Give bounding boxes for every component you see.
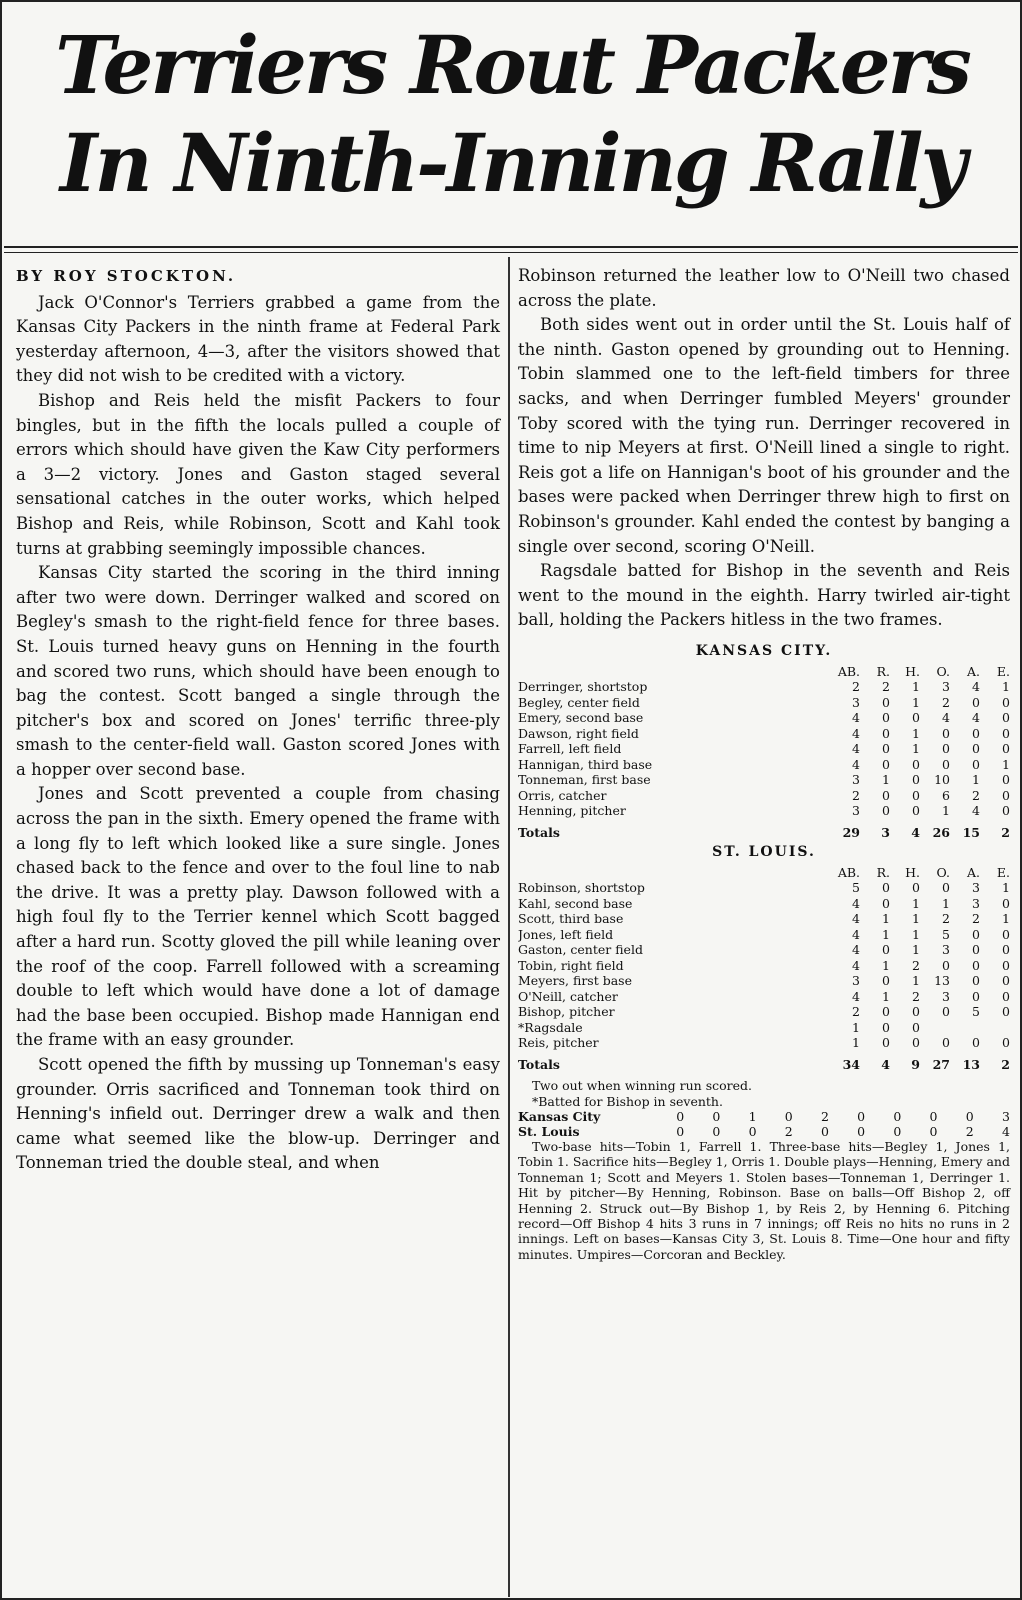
inning-cell: 2	[965, 1123, 974, 1139]
stat-cell: 1	[912, 973, 920, 989]
stat-cell: 0	[882, 880, 890, 896]
stat-cell: 0	[972, 973, 980, 989]
stat-cell: 3	[972, 880, 980, 896]
stat-cell: 1	[912, 725, 920, 741]
stat-cell	[980, 1020, 1010, 1036]
stat-cell: 1	[912, 926, 920, 942]
stat-cell: 1	[912, 694, 920, 710]
stat-cell: 5	[972, 1004, 980, 1020]
stat-cell: 2	[972, 911, 980, 927]
stat-cell: 3	[942, 679, 950, 694]
header-cell: H.	[905, 864, 920, 880]
player-name: Meyers, first base	[518, 973, 632, 989]
table-row	[518, 695, 1010, 711]
stat-cell: 2	[912, 988, 920, 1004]
table-row	[518, 896, 1010, 912]
header-cell: O.	[936, 663, 950, 679]
stat-cell: 0	[972, 741, 980, 756]
stat-cell: 0	[882, 1019, 890, 1035]
stat-cell: 0	[972, 957, 980, 973]
line-score	[518, 1109, 1010, 1139]
stat-cell: 0	[1002, 926, 1010, 942]
right-column	[518, 264, 1010, 1262]
stat-cell: 4	[972, 803, 980, 818]
header-cell: AB.	[837, 663, 860, 679]
stat-cell: 2	[912, 957, 920, 973]
header-cell: E.	[996, 663, 1010, 679]
stat-cell: 0	[1002, 973, 1010, 989]
paragraph: Both sides went out in order until the St. Louis half of the ninth. Gaston opened by grounding out to Henning. Tobin slammed one to the left-field timbers for three sacks, and when Derringer fumbled Meyers' grounder Toby scored with the tying run. Derringer recovered in time to nip Meyers at first. O'Neill lined a single to right. Reis got a life on Hannigan's boot of his grounder and the bases were packed when Derringer threw high to first on Robinson's grounder. Kahl ended the contest by banging a single over second, scoring O'Neill.	[518, 315, 1010, 556]
stat-cell	[920, 1020, 950, 1036]
stat-cell: 26	[932, 824, 950, 840]
box-score-st-louis	[518, 865, 1010, 1073]
stat-cell: 0	[1002, 694, 1010, 710]
stat-cell: 0	[1002, 957, 1010, 973]
player-name: Gaston, center field	[518, 942, 643, 958]
stat-cell: 0	[882, 803, 890, 818]
stat-cell: 4	[942, 710, 950, 725]
box-score-notes	[518, 1078, 1010, 1262]
player-name: Dawson, right field	[518, 725, 639, 741]
header-cell: A.	[966, 864, 980, 880]
stat-cell: 0	[1002, 895, 1010, 911]
stat-cell: 2	[942, 911, 950, 927]
table-row	[518, 710, 1010, 726]
inning-cell: 0	[712, 1123, 721, 1139]
stat-cell: 0	[912, 710, 920, 725]
stat-cell: 2	[972, 787, 980, 803]
player-name: O'Neill, catcher	[518, 988, 618, 1004]
stat-cell: 2	[1001, 1056, 1010, 1072]
header-cell: R.	[876, 864, 890, 880]
stat-cell: 4	[852, 741, 860, 756]
stat-cell: 0	[972, 756, 980, 772]
left-column	[16, 264, 500, 1176]
player-name: Emery, second base	[518, 710, 644, 725]
table-row	[518, 741, 1010, 757]
game-summary: Two-base hits—Tobin 1, Farrell 1. Three-base hits—Begley 1, Jones 1, Tobin 1. Sacrifice hits—Begley 1, Orris 1. Double plays—Henning, Emery and Tonneman 1; Scott and Meyers 1. Stolen bases—Tonneman 1, Derringer 1. Hit by pitcher—By Henning, Robinson. Base on balls—Off Bishop 2, off Henning 2. Struck out—By Bishop 1, by Reis 2, by Henning 6. Pitching record—Off Bishop 4 hits 3 runs in 7 innings; off Reis no hits no runs in 2 innings. Left on bases—Kansas City 3, St. Louis 8. Time—One hour and fifty minutes. Umpires—Corcoran and Beckley.	[518, 1138, 1010, 1262]
stat-cell: 4	[852, 756, 860, 772]
stat-cell: 3	[942, 988, 950, 1004]
player-name: Kahl, second base	[518, 895, 633, 911]
totals-label: Totals	[518, 1056, 560, 1072]
inning-cell: 0	[893, 1108, 902, 1124]
stat-cell: 0	[882, 1004, 890, 1020]
inning-cell: 0	[676, 1123, 685, 1139]
stat-cell: 15	[962, 824, 980, 840]
stat-cell: 0	[972, 942, 980, 958]
stat-cell: 0	[912, 1035, 920, 1051]
stat-cell: 1	[912, 911, 920, 927]
stat-cell: 3	[852, 973, 860, 989]
stat-cell: 1	[882, 988, 890, 1004]
header-cell	[518, 865, 830, 881]
stat-cell: 1	[972, 772, 980, 787]
header-cell: A.	[966, 663, 980, 679]
stat-cell: 1	[882, 772, 890, 787]
inning-cell: 0	[820, 1123, 829, 1139]
table-row	[518, 772, 1010, 788]
inning-cell: 0	[784, 1108, 793, 1124]
stat-cell: 4	[852, 957, 860, 973]
stat-cell: 0	[882, 725, 890, 741]
table-row	[518, 958, 1010, 974]
stat-cell: 3	[881, 824, 890, 840]
stat-cell: 3	[852, 694, 860, 710]
stat-cell: 5	[852, 880, 860, 896]
stat-cell: 4	[852, 725, 860, 741]
stat-cell: 0	[942, 756, 950, 772]
stat-cell: 0	[882, 710, 890, 725]
stat-cell: 1	[912, 741, 920, 756]
stat-cell: 4	[852, 988, 860, 1004]
paragraph: Bishop and Reis held the misfit Packers to four bingles, but in the fifth the locals pulled a couple of errors which should have given the Kaw City performers a 3—2 victory. Jones and Gaston staged several sensational catches in the outer works, which helped Bishop and Reis, while Robinson, Scott and Kahl took turns at grabbing seemingly impossible chances.	[16, 390, 500, 558]
stat-cell: 34	[842, 1056, 860, 1072]
stat-cell: 0	[942, 741, 950, 756]
stat-cell: 0	[912, 803, 920, 818]
inning-cell: 1	[748, 1108, 757, 1124]
header-cell: E.	[996, 864, 1010, 880]
stat-cell: 0	[882, 694, 890, 710]
stat-cell: 0	[1002, 942, 1010, 958]
headline	[12, 16, 1012, 212]
player-name: Bishop, pitcher	[518, 1004, 615, 1020]
player-name: Reis, pitcher	[518, 1035, 599, 1051]
stat-cell: 0	[882, 973, 890, 989]
stat-cell: 0	[972, 1035, 980, 1051]
headline-rule-bottom	[4, 252, 1018, 253]
stat-cell: 1	[942, 895, 950, 911]
stat-cell: 0	[882, 895, 890, 911]
header-cell: AB.	[837, 864, 860, 880]
stat-cell: 2	[942, 694, 950, 710]
player-name: Tobin, right field	[518, 957, 624, 973]
player-name: *Ragsdale	[518, 1019, 583, 1035]
paragraph: Kansas City started the scoring in the third inning after two were down. Derringer walked and scored on Begley's smash to the right-field fence for three bases. St. Louis turned heavy guns on Henning in the fourth and scored two runs, which should have been enough to bag the contest. Scott banged a single through the pitcher's box and scored on Jones' terrific three-ply smash to the center-field wall. Gaston scored Jones with a hopper over second base.	[16, 563, 500, 779]
paragraph: Ragsdale batted for Bishop in the seventh and Reis went to the mound in the eighth. Harry twirled air-tight ball, holding the Packers hitless in the two frames.	[518, 561, 1010, 630]
stat-cell: 2	[852, 787, 860, 803]
box-score-title-kc: KANSAS CITY.	[695, 642, 833, 659]
stat-cell: 0	[1002, 1035, 1010, 1051]
stat-cell: 0	[912, 1004, 920, 1020]
table-row	[518, 927, 1010, 943]
stat-cell: 0	[1002, 725, 1010, 741]
stat-cell: 1	[1002, 911, 1010, 927]
stat-cell: 3	[942, 942, 950, 958]
stat-cell: 0	[1002, 741, 1010, 756]
player-name: Hannigan, third base	[518, 756, 653, 772]
table-header-row	[518, 664, 1010, 680]
stat-cell: 29	[842, 824, 860, 840]
stat-cell: 0	[972, 988, 980, 1004]
header-cell: H.	[905, 663, 920, 679]
stat-cell: 4	[852, 710, 860, 725]
paragraph: Jones and Scott prevented a couple from chasing across the pan in the sixth. Emery opened the frame with a long fly to left which looked like a sure single. Jones chased back to the fence and over to the foul line to nab the drive. It was a pretty play. Dawson followed with a high foul fly to the Terrier kennel which Scott bagged after a hard run. Scotty gloved the pill while leaning over the roof of the coop. Farrell followed with a screaming double to left which would have done a lot of damage had the base been occupied. Bishop made Hannigan end the frame with an easy grounder.	[16, 784, 500, 1050]
table-row	[518, 788, 1010, 804]
header-cell: R.	[876, 663, 890, 679]
player-name: Tonneman, first base	[518, 772, 651, 787]
inning-cell: 0	[929, 1123, 938, 1139]
stat-cell: 9	[911, 1056, 920, 1072]
stat-cell: 0	[1002, 1004, 1010, 1020]
player-name: Farrell, left field	[518, 741, 622, 756]
stat-cell: 1	[912, 679, 920, 694]
stat-cell: 0	[912, 1019, 920, 1035]
stat-cell: 0	[942, 1035, 950, 1051]
table-row	[518, 880, 1010, 896]
table-row	[518, 973, 1010, 989]
stat-cell: 1	[912, 942, 920, 958]
stat-cell: 3	[852, 803, 860, 818]
stat-cell: 0	[942, 957, 950, 973]
stat-cell: 13	[962, 1056, 980, 1072]
stat-cell: 3	[852, 772, 860, 787]
stat-cell: 1	[912, 895, 920, 911]
stat-cell: 4	[852, 942, 860, 958]
stat-cell: 10	[934, 772, 950, 787]
header-cell: O.	[936, 864, 950, 880]
stat-cell: 4	[881, 1056, 890, 1072]
stat-cell: 0	[942, 725, 950, 741]
stat-cell: 5	[942, 926, 950, 942]
paragraph-continued: Robinson returned the leather low to O'Neill two chased across the plate.	[518, 266, 1010, 310]
stat-cell: 0	[942, 1004, 950, 1020]
table-row	[518, 679, 1010, 695]
player-name: Jones, left field	[518, 926, 614, 942]
stat-cell: 0	[912, 772, 920, 787]
paragraph: Scott opened the fifth by mussing up Tonneman's easy grounder. Orris sacrificed and Tonneman took third on Henning's infield out. Derringer drew a walk and then came what seemed like the blow-up. Derringer and Tonneman tried the double steal, and when	[16, 1055, 500, 1173]
player-name: Henning, pitcher	[518, 803, 626, 818]
inning-cell: 2	[784, 1123, 793, 1139]
headline-line-1: Terriers Rout Packers	[55, 18, 969, 112]
table-row	[518, 989, 1010, 1005]
stat-cell: 1	[852, 1019, 860, 1035]
stat-cell: 0	[1002, 772, 1010, 787]
stat-cell: 1	[1002, 679, 1010, 694]
note: *Batted for Bishop in seventh.	[532, 1093, 723, 1109]
stat-cell: 4	[852, 895, 860, 911]
totals-row	[518, 819, 1010, 841]
stat-cell: 1	[1002, 880, 1010, 896]
stat-cell: 4	[972, 679, 980, 694]
stat-cell: 0	[912, 787, 920, 803]
table-header-row	[518, 865, 1010, 881]
stat-cell: 4	[972, 710, 980, 725]
inning-cell: 0	[893, 1123, 902, 1139]
stat-cell: 0	[972, 694, 980, 710]
column-divider	[508, 257, 510, 1597]
stat-cell: 1	[882, 957, 890, 973]
stat-cell: 4	[911, 824, 920, 840]
stat-cell: 0	[972, 725, 980, 741]
team-name: Kansas City	[518, 1108, 601, 1124]
player-name: Derringer, shortstop	[518, 679, 648, 694]
header-cell	[518, 664, 830, 680]
stat-cell	[950, 1020, 980, 1036]
headline-line-2: In Ninth-Inning Rally	[60, 116, 964, 210]
box-score-title-stl: ST. LOUIS.	[712, 844, 816, 860]
stat-cell: 6	[942, 787, 950, 803]
line-score-row	[518, 1109, 1010, 1124]
stat-cell: 1	[852, 1035, 860, 1051]
stat-cell: 4	[852, 926, 860, 942]
stat-cell: 1	[942, 803, 950, 818]
team-name: St. Louis	[518, 1123, 580, 1139]
inning-cell: 0	[676, 1108, 685, 1124]
stat-cell: 2	[882, 679, 890, 694]
totals-label: Totals	[518, 824, 560, 840]
stat-cell: 1	[882, 926, 890, 942]
inning-cell: 0	[857, 1123, 866, 1139]
inning-cell: 0	[929, 1108, 938, 1124]
stat-cell: 0	[882, 1035, 890, 1051]
stat-cell: 0	[942, 880, 950, 896]
player-name: Begley, center field	[518, 694, 640, 710]
stat-cell: 0	[882, 942, 890, 958]
inning-cell: 4	[1002, 1123, 1010, 1139]
table-row	[518, 803, 1010, 819]
stat-cell: 3	[972, 895, 980, 911]
inning-cell: 2	[820, 1108, 829, 1124]
inning-cell: 0	[712, 1108, 721, 1124]
stat-cell: 2	[852, 679, 860, 694]
stat-cell: 1	[1002, 756, 1010, 772]
table-row	[518, 726, 1010, 742]
headline-rule-top	[4, 246, 1018, 248]
table-row	[518, 1035, 1010, 1051]
stat-cell: 0	[882, 787, 890, 803]
table-row	[518, 911, 1010, 927]
stat-cell: 0	[972, 926, 980, 942]
inning-cell: 3	[1002, 1108, 1010, 1124]
totals-row	[518, 1051, 1010, 1073]
note: Two out when winning run scored.	[532, 1078, 752, 1094]
stat-cell: 0	[1002, 803, 1010, 818]
stat-cell: 2	[852, 1004, 860, 1020]
table-row	[518, 942, 1010, 958]
byline: BY ROY STOCKTON.	[16, 267, 237, 285]
stat-cell: 0	[1002, 787, 1010, 803]
stat-cell: 0	[882, 756, 890, 772]
stat-cell: 27	[932, 1056, 950, 1072]
stat-cell: 2	[1001, 824, 1010, 840]
table-row	[518, 757, 1010, 773]
player-name: Scott, third base	[518, 911, 624, 927]
stat-cell: 0	[1002, 988, 1010, 1004]
inning-cell: 0	[965, 1108, 974, 1124]
paragraph: Jack O'Connor's Terriers grabbed a game from the Kansas City Packers in the ninth frame at Federal Park yesterday afternoon, 4—3, after the visitors showed that they did not wish to be credited with a victory.	[16, 292, 500, 386]
box-score-kansas-city	[518, 664, 1010, 841]
table-row	[518, 1004, 1010, 1020]
stat-cell: 0	[912, 880, 920, 896]
stat-cell: 13	[934, 973, 950, 989]
stat-cell: 0	[1002, 710, 1010, 725]
table-row	[518, 1020, 1010, 1036]
inning-cell: 0	[748, 1123, 757, 1139]
stat-cell: 4	[852, 911, 860, 927]
line-score-row	[518, 1124, 1010, 1139]
stat-cell: 0	[912, 756, 920, 772]
stat-cell: 1	[882, 911, 890, 927]
stat-cell: 0	[882, 741, 890, 756]
player-name: Orris, catcher	[518, 787, 607, 803]
player-name: Robinson, shortstop	[518, 880, 645, 896]
inning-cell: 0	[857, 1108, 866, 1124]
